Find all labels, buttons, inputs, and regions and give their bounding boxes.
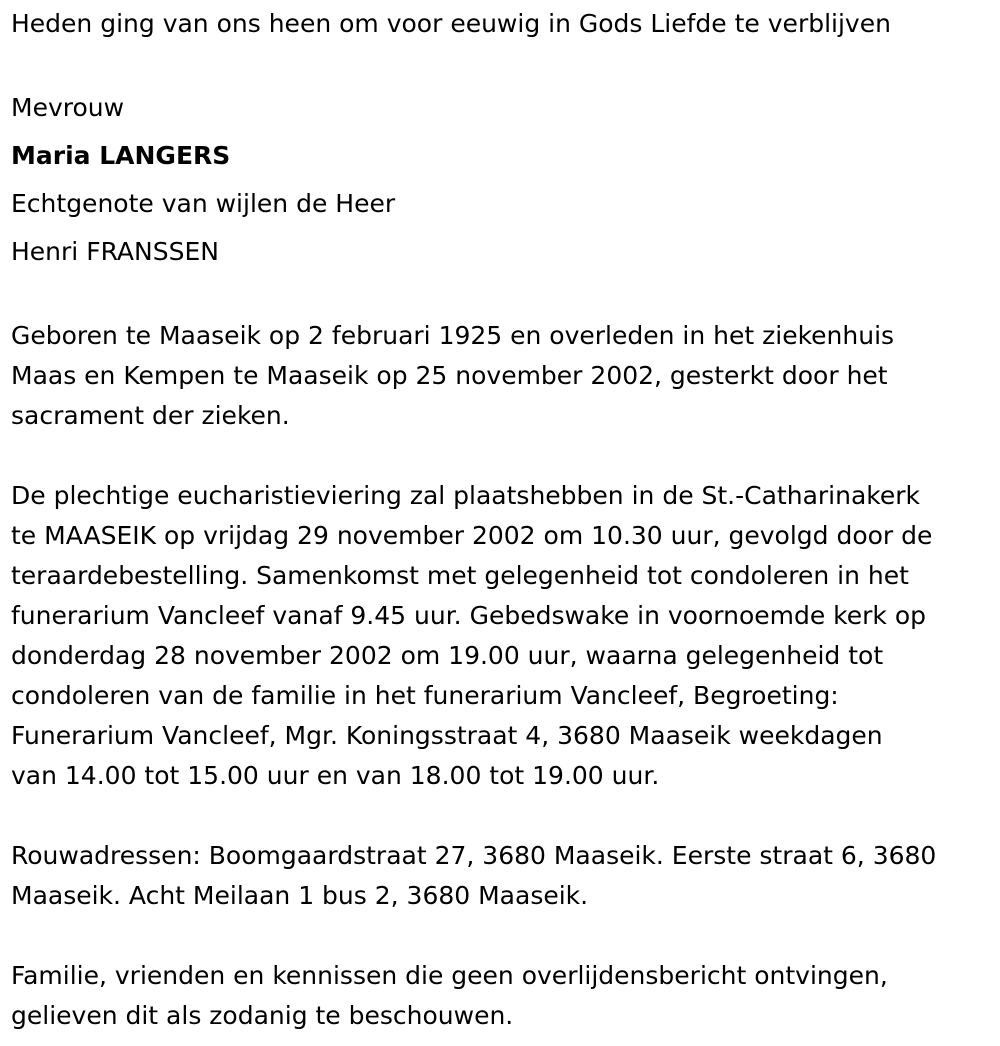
spacer: [11, 436, 996, 476]
addresses-paragraph: [11, 836, 996, 916]
paragraph-line: Maaseik. Acht Meilaan 1 bus 2, 3680 Maaseik.: [11, 881, 589, 910]
paragraph-line: Familie, vrienden en kennissen die geen overlijdensbericht ontvingen,: [11, 961, 888, 990]
paragraph-line: gelieven dit als zodanig te beschouwen.: [11, 1001, 514, 1030]
spacer: [11, 276, 996, 316]
paragraph-line: teraardebestelling. Samenkomst met gelegenheid tot condoleren in het: [11, 561, 909, 590]
paragraph-line: De plechtige eucharistieviering zal plaatshebben in de St.-Catharinakerk: [11, 481, 921, 510]
paragraph-line: donderdag 28 november 2002 om 19.00 uur, waarna gelegenheid tot: [11, 641, 884, 670]
person-name: Maria LANGERS: [11, 141, 231, 170]
paragraph-line: Rouwadressen: Boomgaardstraat 27, 3680 Maaseik. Eerste straat 6, 3680: [11, 841, 937, 870]
person-relation: Echtgenote van wijlen de Heer: [11, 189, 396, 218]
birth-death-paragraph: [11, 316, 996, 436]
paragraph-line: te MAASEIK op vrijdag 29 november 2002 om 10.30 uur, gevolgd door de: [11, 521, 933, 550]
paragraph-line: van 14.00 tot 15.00 uur en van 18.00 tot 19.00 uur.: [11, 761, 660, 790]
person-title: Mevrouw: [11, 93, 125, 122]
ceremony-paragraph: [11, 476, 996, 796]
spacer: [11, 44, 996, 84]
spacer: [11, 916, 996, 956]
closing-paragraph: [11, 956, 996, 1036]
spacer: [11, 796, 996, 836]
intro-line: Heden ging van ons heen om voor eeuwig in Gods Liefde te verblijven: [11, 9, 891, 38]
person-block: [11, 84, 996, 276]
paragraph-line: Maas en Kempen te Maaseik op 25 november 2002, gesterkt door het: [11, 361, 888, 390]
paragraph-line: sacrament der zieken.: [11, 401, 290, 430]
paragraph-line: Funerarium Vancleef, Mgr. Koningsstraat 4, 3680 Maaseik weekdagen: [11, 721, 883, 750]
paragraph-line: funerarium Vancleef vanaf 9.45 uur. Gebedswake in voornoemde kerk op: [11, 601, 927, 630]
spouse-name: Henri FRANSSEN: [11, 237, 219, 266]
paragraph-line: condoleren van de familie in het funerarium Vancleef, Begroeting:: [11, 681, 839, 710]
paragraph-line: Geboren te Maaseik op 2 februari 1925 en overleden in het ziekenhuis: [11, 321, 895, 350]
